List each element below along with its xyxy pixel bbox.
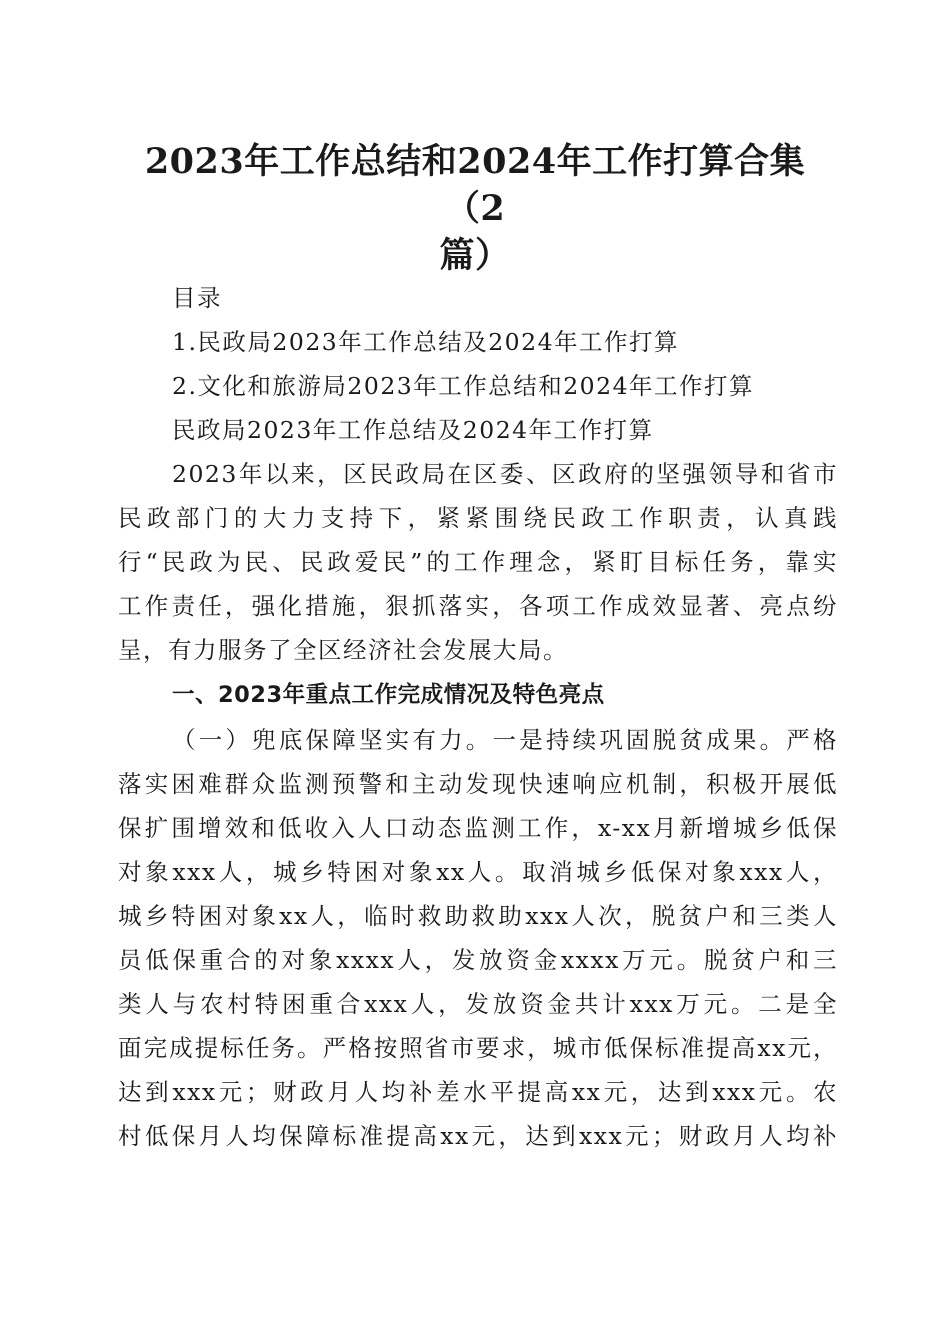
section-title: 民政局2023年工作总结及2024年工作打算 (172, 416, 654, 444)
paragraph-line: 类人与农村特困重合xxx人，发放资金共计xxx万元。二是全 (118, 990, 838, 1018)
paragraph-line: 村低保月人均保障标准提高xx元，达到xxx元；财政月人均补 (118, 1122, 838, 1150)
title-line-1: 2023年工作总结和2024年工作打算合集（2 (144, 141, 806, 229)
document-title (120, 138, 830, 279)
paragraph-line: 对象xxx人，城乡特困对象xx人。取消城乡低保对象xxx人， (118, 858, 838, 886)
paragraph-line: 城乡特困对象xx人，临时救助救助xxx人次，脱贫户和三类人 (118, 902, 838, 930)
paragraph-line: 2023年以来，区民政局在区委、区政府的坚强领导和省市 (172, 460, 838, 488)
paragraph-line: 民政部门的大力支持下，紧紧围绕民政工作职责，认真践 (118, 504, 838, 532)
toc-item: 2.文化和旅游局2023年工作总结和2024年工作打算 (172, 372, 755, 400)
paragraph-line: 保扩围增效和低收入人口动态监测工作，x-xx月新增城乡低保 (118, 814, 838, 842)
toc-label: 目录 (172, 284, 222, 312)
toc-item: 1.民政局2023年工作总结及2024年工作打算 (172, 328, 680, 356)
paragraph-line: 员低保重合的对象xxxx人，发放资金xxxx万元。脱贫户和三 (118, 946, 838, 974)
paragraph-line: 行“民政为民、民政爱民”的工作理念，紧盯目标任务，靠实 (118, 548, 838, 576)
paragraph-line: 落实困难群众监测预警和主动发现快速响应机制，积极开展低 (118, 770, 838, 798)
paragraph-line: （一）兜底保障坚实有力。一是持续巩固脱贫成果。严格 (172, 726, 838, 754)
title-line-2: 篇） (439, 235, 511, 276)
paragraph-line: 呈，有力服务了全区经济社会发展大局。 (118, 636, 568, 664)
paragraph-line: 面完成提标任务。严格按照省市要求，城市低保标准提高xx元， (118, 1034, 838, 1062)
section-heading: 一、2023年重点工作完成情况及特色亮点 (172, 682, 605, 708)
paragraph-line: 达到xxx元；财政月人均补差水平提高xx元，达到xxx元。农 (118, 1078, 838, 1106)
paragraph-line: 工作责任，强化措施，狠抓落实，各项工作成效显著、亮点纷 (118, 592, 838, 620)
